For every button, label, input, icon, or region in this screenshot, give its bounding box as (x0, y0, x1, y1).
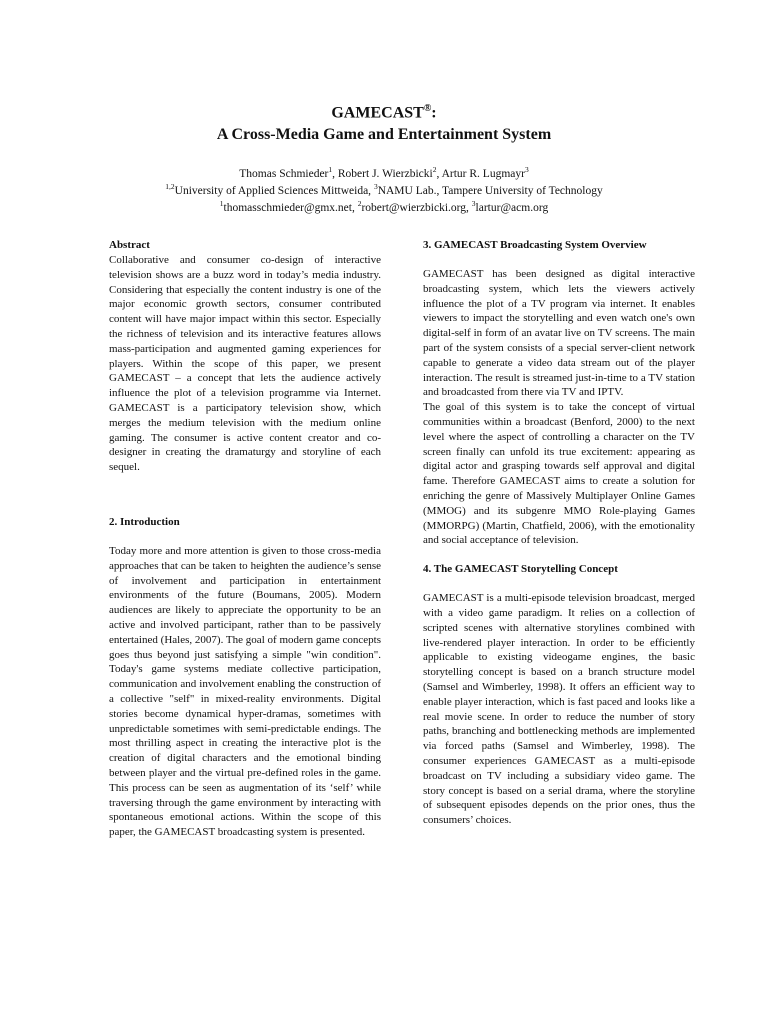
introduction-heading: 2. Introduction (109, 515, 180, 528)
emails (0, 200, 768, 217)
affiliations (0, 183, 768, 200)
author-2-sup: 2 (432, 165, 437, 175)
aff-sup-1: 1,2 (165, 182, 175, 192)
email-sup-1: 1 (219, 199, 224, 209)
author-3-sup: 3 (524, 165, 529, 175)
email-2: robert@wierzbicki.org, (361, 202, 472, 214)
email-sup-3: 3 (471, 199, 476, 209)
title-colon: : (431, 104, 437, 122)
right-column (423, 238, 695, 828)
author-names (0, 166, 768, 183)
storytelling-heading: 4. The GAMECAST Storytelling Concept (423, 563, 618, 576)
affiliation-1: University of Applied Sciences Mittweida, (174, 185, 374, 197)
abstract-text: Collaborative and consumer co-design of interactive television shows are a buzz word in today’s media industry. Considering that especially the content industry is one of the major economic growth sectors, consumer contributed content will have major impact within this sector. Especially the richness of television and its interactive features allows mass-participation and augmented gaming experiences for players. Within the scope of this paper, we present GAMECAST – a concept that lets the audience actively influence the plot of a television programme via Internet. GAMECAST is a participatory television show, which merges the medium television with the medium online gaming. The consumer is active content creator and co-designer in creating the dramaturgy and storyline of each sequel. (109, 254, 381, 474)
title-name: GAMECAST (331, 104, 424, 122)
email-1: thomasschmieder@gmx.net, (223, 202, 358, 214)
title-main (0, 98, 768, 124)
author-1: Thomas Schmieder (239, 168, 329, 180)
introduction-text: Today more and more attention is given to those cross-media approaches that can be taken to heighten the audience’s sense of involvement and participation in entertainment environments of the future (Boumans, 2005). Modern audiences are likely to appreciate the opportunity to be an active and involved participant, rather than to be passively entertained (Hales, 2007). The goal of modern game concepts goes thus beyond just satisfying a simple "win condition". Today's game systems mediate collective participation, communication and involvement enabling the construction of a collective "self" in mixed-reality environments. Digital stories become dynamical hyper-dramas, sometimes with unpredictable sometimes with semi-predictable endings. The most thrilling aspect in creating the interactive plot is the creation of digital characters and the emotional binding between player and the virtual pre-defined roles in the game. This process can be seen as augmentation of its ‘self’ while traversing through the game environment by interacting with spontaneous emotional actions. Within the scope of this paper, the GAMECAST broadcasting system is presented. (109, 544, 381, 839)
aff-sup-2: 3 (373, 182, 378, 192)
overview-paragraph-1: GAMECAST has been designed as digital interactive broadcasting system, which lets the viewers actively influence the plot of a TV program via internet. It enables viewers to impact the storytelling and even watch one's own digital-self in form of an avatar live on TV screens. The main part of the system consists of a special server-client network capable to generate a video data stream out of the player interaction. The result is streamed just-in-time to a TV station and broadcasted from there via TV and IPTV. (423, 268, 695, 399)
author-2: , Robert J. Wierzbicki (332, 168, 433, 180)
storytelling-text: GAMECAST is a multi-episode television broadcast, merged with a video game paradigm. It relies on a collection of scripted scenes with alternative storylines combined with live-rendered player interaction. In order to be efficiently applicable to existing videogame engines, the basic storytelling concept is based on a branch structure model (Samsel and Wimberley, 1998). It offers an efficient way to enable player interaction, which is fast paced and looks like a real movie scene. In order to reduce the number of story paths, branching and bottlenecking methods are implemented via forced paths (Samsel and Wimberley, 1998). The consumer experiences GAMECAST as a multi-episode broadcast on TV including a subsidiary video game. The story concept is based on a serial drama, where the storyline of subsequent episodes depends on the prior ones, thus the consumers’ choices. (423, 592, 695, 827)
overview-paragraph-2: The goal of this system is to take the concept of virtual communities within a broadcast (Benford, 2000) to the next level where the aspect of controlling a character on the TV screen finally can unfold its true excitement: appearing as digital actor and grasping towards self approval and digital fame. Therefore GAMECAST aims to create a solution for enriching the genre of Massively Multiplayer Online Games (MMOG) and its subgenre MMO Role-playing Games (MMORPG) (Martin, Chatfield, 2006), with the emotionality and social acceptance of television. (423, 401, 695, 547)
email-sup-2: 2 (357, 199, 362, 209)
overview-heading: 3. GAMECAST Broadcasting System Overview (423, 239, 647, 251)
paper-title (0, 98, 768, 146)
affiliation-2: NAMU Lab., Tampere University of Technology (377, 185, 603, 197)
title-subtitle: A Cross-Media Game and Entertainment System (216, 126, 552, 144)
email-3: lartur@acm.org (475, 202, 549, 214)
registered-mark: ® (423, 103, 432, 114)
author-3: , Artur R. Lugmayr (436, 168, 525, 180)
abstract-heading: Abstract (109, 239, 150, 251)
author-1-sup: 1 (328, 165, 333, 175)
left-column (109, 238, 381, 840)
author-info (0, 166, 768, 217)
